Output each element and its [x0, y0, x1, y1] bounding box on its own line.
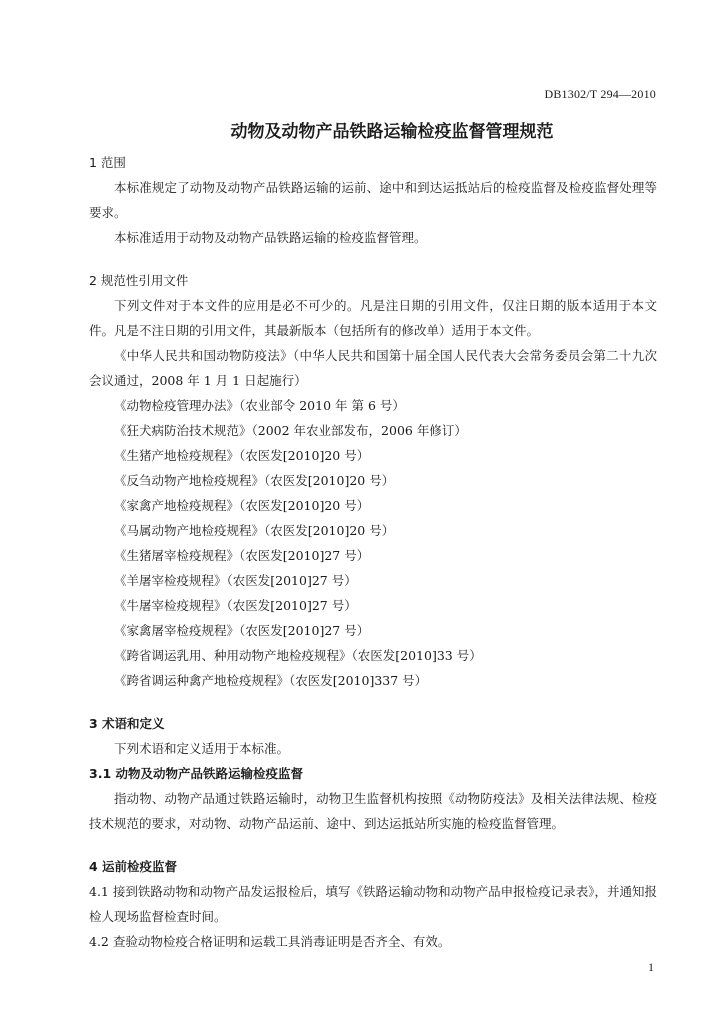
page-number: 1 — [648, 960, 654, 974]
reference-item: 《跨省调运乳用、种用动物产地检疫规程》（农医发[2010]33 号） — [114, 648, 482, 663]
reference-item: 《动物检疫管理办法》（农业部令 2010 年 第 6 号） — [114, 398, 405, 413]
section-normative-references — [89, 268, 657, 693]
section-scope — [89, 150, 657, 250]
subsection-heading: 3.1 动物及动物产品铁路运输检疫监督 — [89, 766, 303, 781]
reference-item: 《家禽屠宰检疫规程》（农医发[2010]27 号） — [114, 623, 370, 638]
paragraph: 下列术语和定义适用于本标准。 — [114, 741, 290, 756]
paragraph: 4.1 接到铁路动物和动物产品发运报检后，填写《铁路运输动物和动物产品申报检疫记录表》，并通知报检人现场监督检查时间。 — [89, 884, 657, 924]
reference-item: 《反刍动物产地检疫规程》（农医发[2010]20 号） — [114, 473, 395, 488]
standard-code: DB1302/T 294—2010 — [544, 87, 656, 101]
spacer — [89, 250, 657, 268]
paragraph: 指动物、动物产品通过铁路运输时，动物卫生监督机构按照《动物防疫法》及相关法律法规、检疫技术规范的要求，对动物、动物产品运前、途中、到达运抵站所实施的检疫监督管理。 — [89, 791, 657, 831]
spacer — [89, 836, 657, 854]
section-heading: 3 术语和定义 — [89, 716, 165, 731]
reference-item: 《羊屠宰检疫规程》（农医发[2010]27 号） — [114, 573, 357, 588]
document-title: 动物及动物产品铁路运输检疫监督管理规范 — [230, 122, 554, 142]
reference-item: 《狂犬病防治技术规范》（2002 年农业部发布，2006 年修订） — [114, 423, 467, 438]
reference-item: 《跨省调运种禽产地检疫规程》（农医发[2010]337 号） — [114, 673, 428, 688]
reference-item: 《家禽产地检疫规程》（农医发[2010]20 号） — [114, 498, 370, 513]
spacer — [89, 693, 657, 711]
section-terms-definitions — [89, 711, 657, 836]
paragraph: 下列文件对于本文件的应用是必不可少的。凡是注日期的引用文件，仅注日期的版本适用于本文件。凡是不注日期的引用文件，其最新版本（包括所有的修改单）适用于本文件。 — [89, 298, 657, 338]
section-heading: 1 范围 — [89, 155, 126, 170]
section-heading: 2 规范性引用文件 — [89, 273, 189, 288]
paragraph: 《中华人民共和国动物防疫法》（中华人民共和国第十届全国人民代表大会常务委员会第二十九次会议通过，2008 年 1 月 1 日起施行） — [89, 348, 657, 388]
section-pre-transport-supervision — [89, 854, 657, 954]
paragraph: 本标准适用于动物及动物产品铁路运输的检疫监督管理。 — [114, 230, 427, 245]
reference-item: 《牛屠宰检疫规程》（农医发[2010]27 号） — [114, 598, 357, 613]
paragraph: 本标准规定了动物及动物产品铁路运输的运前、途中和到达运抵站后的检疫监督及检疫监督处理等要求。 — [89, 180, 657, 220]
paragraph: 4.2 查验动物检疫合格证明和运载工具消毒证明是否齐全、有效。 — [89, 934, 451, 949]
reference-item: 《马属动物产地检疫规程》（农医发[2010]20 号） — [114, 523, 395, 538]
reference-item: 《生猪产地检疫规程》（农医发[2010]20 号） — [114, 448, 370, 463]
reference-item: 《生猪屠宰检疫规程》（农医发[2010]27 号） — [114, 548, 370, 563]
document-body — [89, 150, 657, 954]
section-heading: 4 运前检疫监督 — [89, 859, 178, 874]
